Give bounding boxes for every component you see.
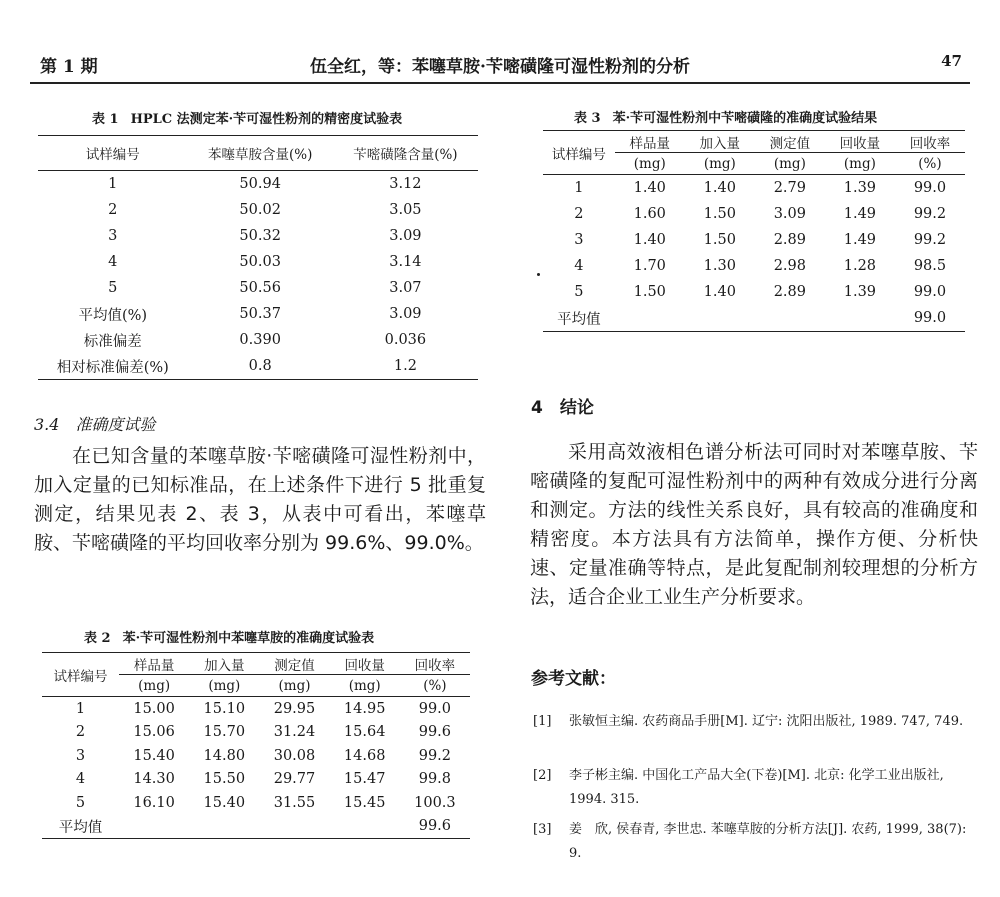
table1 <box>38 135 478 380</box>
table2-header-cell: 回收率 <box>414 657 456 674</box>
page-number: 47 <box>941 52 962 70</box>
table2-header-cell: 试样编号 <box>42 653 119 697</box>
table3-cell: 99.0 <box>913 284 947 300</box>
table3-header-row <box>543 131 965 153</box>
table3-row <box>543 201 965 227</box>
table1-cell: 1 <box>108 176 118 192</box>
table3-row <box>543 279 965 305</box>
table3-header-cell: 回收率 <box>909 135 951 152</box>
table3 <box>543 130 965 332</box>
table3-cell: 1.50 <box>703 206 736 222</box>
table3-header-cell: 样品量 <box>629 135 670 152</box>
table1-caption <box>92 108 402 127</box>
table2-cell: 31.24 <box>273 724 316 741</box>
table2-row <box>42 697 470 721</box>
table2-unit-cell: (mg) <box>119 675 189 697</box>
table3-cell: 1.50 <box>633 284 666 300</box>
table2-cell: 99.2 <box>418 747 452 764</box>
table1-cell: 2 <box>108 202 118 218</box>
table2-cell: 29.77 <box>273 771 316 788</box>
table1-row <box>38 223 478 249</box>
table3-cell: 1.49 <box>843 232 877 248</box>
table2-unit-cell: (mg) <box>189 675 259 697</box>
table1-cell: 50.94 <box>239 176 281 192</box>
table3-cell: 3.09 <box>773 206 806 222</box>
table2-cell: 15.47 <box>343 771 386 788</box>
table3-header-cell: 加入量 <box>699 135 741 152</box>
stray-dot-mark <box>537 273 540 276</box>
table3-average-label: 平均值 <box>557 311 601 328</box>
table1-number: 表 1 <box>92 112 119 127</box>
table1-cell: 5 <box>108 280 118 296</box>
table1-cell: 3.09 <box>389 306 422 322</box>
table3-cell: 2.89 <box>773 284 806 300</box>
table1-cell: 3.09 <box>389 228 422 244</box>
table3-row <box>543 227 965 253</box>
table2-cell: 99.0 <box>418 700 452 717</box>
journal-issue: 第 1 期 <box>40 57 98 77</box>
section-4-paragraph: 采用高效液相色谱分析法可同时对苯噻草胺、苄嘧磺隆的复配可湿性粉剂中的两种有效成分进行分离和测定。方法的线性关系良好，具有较高的准确度和精密度。本方法具有方法简单，操作方便、分析快速、定量准确等特点，是此复配制剂较理想的分析方法，适合企业工业生产分析要求。 <box>530 441 978 608</box>
section-4-body <box>530 438 978 612</box>
section-4-heading: 4 结论 <box>531 398 594 418</box>
table2-average-value: 99.6 <box>418 818 452 835</box>
table2-cell <box>119 815 189 839</box>
table1-row <box>38 249 478 275</box>
table2-average-label: 平均值 <box>58 819 103 836</box>
reference-text: 李子彬主编. 中国化工产品大全(下卷)[M]. 北京: 化学工业出版社, 1994. 315. <box>569 768 944 807</box>
table1-header-cell: 苯噻草胺含量(%) <box>208 147 313 163</box>
table3-cell: 1.40 <box>633 232 666 248</box>
table3-row <box>543 175 965 202</box>
table1-title: HPLC 法测定苯·苄可湿性粉剂的精密度试验表 <box>130 112 403 127</box>
table3-cell: 2.89 <box>773 232 806 248</box>
reference-number: [3] <box>533 822 552 837</box>
table2-cell: 2 <box>75 724 86 741</box>
table2-row <box>42 721 470 745</box>
running-title: 伍全红，等：苯噻草胺·苄嘧磺隆可湿性粉剂的分析 <box>310 57 690 77</box>
table2-cell: 31.55 <box>273 794 316 811</box>
table1-row <box>38 197 478 223</box>
table3-cell: 2.98 <box>773 258 806 274</box>
table3-cell: 5 <box>574 284 584 300</box>
table2-cell: 3 <box>75 747 86 764</box>
table2-unit-cell: (%) <box>400 675 470 697</box>
table1-row <box>38 275 478 301</box>
table1-cell: 标准偏差 <box>83 333 142 350</box>
table2-row <box>42 768 470 792</box>
table3-cell: 2 <box>574 206 584 222</box>
table3-cell: 1.60 <box>633 206 666 222</box>
table3-cell: 99.2 <box>913 232 947 248</box>
table1-cell: 3 <box>108 228 118 244</box>
header-rule <box>30 82 970 84</box>
table1-header-cell: 试样编号 <box>85 147 140 163</box>
reference-number: [1] <box>533 714 552 729</box>
reference-text: 张敏恒主编. 农药商品手册[M]. 辽宁: 沈阳出版社, 1989. 747, 749. <box>569 714 964 729</box>
table2-cell: 14.80 <box>203 747 246 764</box>
table2-cell: 15.40 <box>203 794 246 811</box>
table1-cell: 0.8 <box>248 358 272 374</box>
table2-cell: 15.64 <box>343 724 386 741</box>
table2-cell <box>330 815 400 839</box>
table1-cell: 1.2 <box>393 358 417 374</box>
reference-number: [2] <box>533 768 552 783</box>
table1-cell: 0.390 <box>239 332 281 348</box>
table2-cell <box>189 815 259 839</box>
reference-item <box>533 818 973 866</box>
table1-header-row <box>38 136 478 171</box>
table3-average-value: 99.0 <box>913 310 947 326</box>
table3-average-row <box>543 305 965 332</box>
table3-cell: 99.2 <box>913 206 947 222</box>
table3-cell <box>615 305 685 332</box>
section-3-4-heading: 3.4 准确度试验 <box>34 415 156 434</box>
table1-cell: 相对标准偏差(%) <box>56 359 169 376</box>
table3-header-cell: 测定值 <box>769 135 811 152</box>
references-heading: 参考文献： <box>531 669 616 689</box>
table3-cell: 1.70 <box>633 258 666 274</box>
table1-cell: 3.07 <box>389 280 422 296</box>
table2-row <box>42 791 470 815</box>
table2 <box>42 652 470 839</box>
table3-cell: 98.5 <box>913 258 947 274</box>
table2-row <box>42 744 470 768</box>
table3-number: 表 3 <box>574 111 601 126</box>
table3-cell <box>685 305 755 332</box>
table1-cell: 50.37 <box>239 306 281 322</box>
table1-row <box>38 171 478 198</box>
table2-cell: 4 <box>75 771 86 788</box>
table2-average-row <box>42 815 470 839</box>
table2-caption <box>84 627 374 646</box>
table1-cell: 50.03 <box>239 254 281 270</box>
table2-header-cell: 加入量 <box>204 657 245 674</box>
table3-title: 苯·苄可湿性粉剂中苄嘧磺隆的准确度试验结果 <box>612 111 878 126</box>
table2-cell: 15.50 <box>203 771 246 788</box>
table3-cell: 1.39 <box>843 180 877 196</box>
section-3-4-paragraph: 在已知含量的苯噻草胺·苄嘧磺隆可湿性粉剂中，加入定量的已知标准品，在上述条件下进行 5 批重复测定，结果见表 2、表 3，从表中可看出，苯噻草胺、苄嘧磺隆的平均回收率分别为 99.6%、99.0%。 <box>34 445 486 554</box>
table2-cell: 99.8 <box>418 771 452 788</box>
table2-cell: 15.00 <box>133 700 175 717</box>
table2-cell: 15.70 <box>203 724 246 741</box>
table1-cell: 0.036 <box>384 332 427 348</box>
table2-cell: 15.45 <box>343 794 386 811</box>
table1-row <box>38 353 478 380</box>
table3-cell <box>755 305 825 332</box>
table2-unit-cell: (mg) <box>330 675 400 697</box>
table3-cell: 1.50 <box>703 232 736 248</box>
table2-cell: 14.68 <box>343 747 386 764</box>
table3-cell <box>825 305 895 332</box>
table3-cell: 99.0 <box>913 180 947 196</box>
table1-cell: 50.56 <box>239 280 281 296</box>
table2-header-cell: 样品量 <box>133 657 175 674</box>
table1-cell: 4 <box>108 254 118 270</box>
table2-cell: 15.40 <box>133 747 175 764</box>
table3-cell: 1.28 <box>843 258 877 274</box>
table2-cell: 14.95 <box>343 700 386 717</box>
table1-row <box>38 301 478 327</box>
reference-text: 姜 欣, 侯春青, 李世忠. 苯噻草胺的分析方法[J]. 农药, 1999, 38(7): 9. <box>569 822 967 861</box>
table3-cell: 1.30 <box>703 258 736 274</box>
table2-cell <box>259 815 329 839</box>
table3-cell: 1.49 <box>843 206 877 222</box>
table3-cell: 4 <box>574 258 584 274</box>
table1-header-cell: 苄嘧磺隆含量(%) <box>353 147 458 163</box>
table2-header-cell: 回收量 <box>344 657 385 674</box>
table3-unit-cell: (mg) <box>685 153 755 175</box>
table2-cell: 14.30 <box>133 771 175 788</box>
table2-cell: 5 <box>75 794 86 811</box>
table3-row <box>543 253 965 279</box>
table3-unit-cell: (mg) <box>825 153 895 175</box>
table1-cell: 3.12 <box>389 176 422 192</box>
reference-item <box>533 764 973 812</box>
table1-cell: 50.32 <box>239 228 281 244</box>
table1-cell: 3.14 <box>389 254 422 270</box>
table2-cell: 15.10 <box>203 700 246 717</box>
table3-unit-cell: (%) <box>895 153 965 175</box>
table2-cell: 16.10 <box>133 794 175 811</box>
table2-cell: 15.06 <box>133 724 175 741</box>
table3-cell: 1 <box>574 180 584 196</box>
table2-number: 表 2 <box>84 631 111 646</box>
section-3-4-body <box>34 442 486 558</box>
table1-cell: 平均值(%) <box>78 307 148 324</box>
table2-header-cell: 测定值 <box>274 657 315 674</box>
table3-cell: 1.39 <box>843 284 877 300</box>
table1-cell: 50.02 <box>239 202 281 218</box>
table3-unit-cell: (mg) <box>755 153 825 175</box>
table1-cell: 3.05 <box>389 202 422 218</box>
table2-header-row <box>42 653 470 675</box>
table3-caption <box>574 107 877 126</box>
table3-header-cell: 回收量 <box>839 135 881 152</box>
table2-cell: 100.3 <box>414 794 456 811</box>
table2-cell: 29.95 <box>273 700 316 717</box>
table2-unit-cell: (mg) <box>259 675 329 697</box>
table3-header-cell: 试样编号 <box>543 131 615 175</box>
reference-item <box>533 710 973 734</box>
table3-cell: 1.40 <box>703 180 736 196</box>
table2-cell: 99.6 <box>418 724 452 741</box>
table3-cell: 3 <box>574 232 584 248</box>
table3-cell: 1.40 <box>633 180 666 196</box>
table2-cell: 30.08 <box>273 747 316 764</box>
table3-unit-cell: (mg) <box>615 153 685 175</box>
table2-cell: 1 <box>75 700 86 717</box>
table3-cell: 1.40 <box>703 284 736 300</box>
table3-cell: 2.79 <box>773 180 806 196</box>
table1-row <box>38 327 478 353</box>
table2-title: 苯·苄可湿性粉剂中苯噻草胺的准确度试验表 <box>122 631 375 646</box>
